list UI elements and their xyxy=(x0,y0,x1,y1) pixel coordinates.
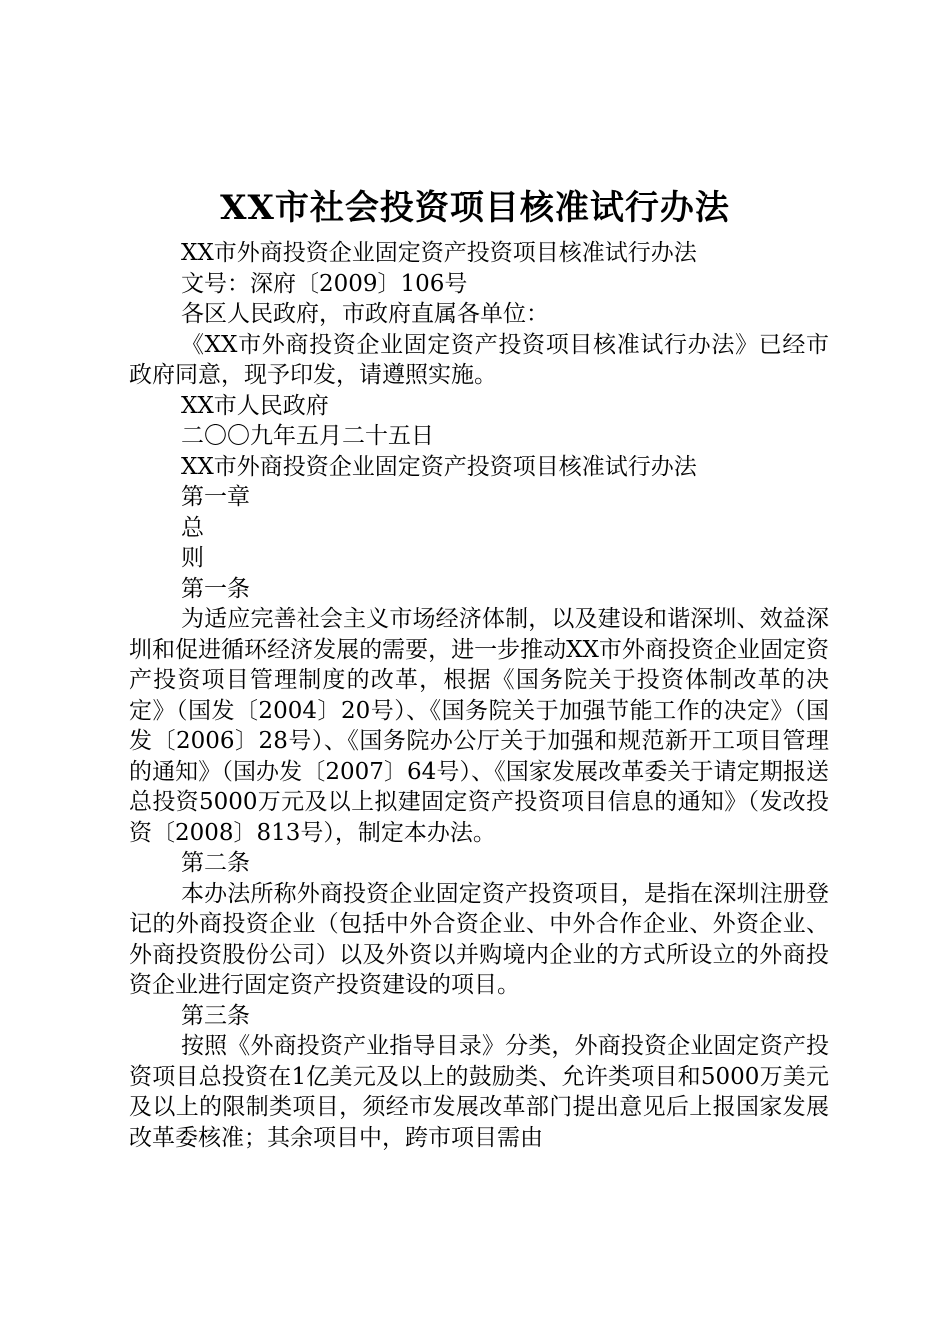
article-3-text: 按照《外商投资产业指导目录》分类，外商投资企业固定资产投资项目总投资在1亿美元及以上的鼓励类、允许类项目和5000万美元及以上的限制类项目，须经市发展改革部门提出意见后上报国家发展改革委核准；其余项目中，跨市项目需由 xyxy=(129,1033,829,1151)
chapter-heading: 第一章 xyxy=(181,484,250,510)
paragraph-subtitle: XX市外商投资企业固定资产投资项目核准试行办法 xyxy=(181,240,697,266)
paragraph-recipients: 各区人民政府，市政府直属各单位： xyxy=(181,301,549,327)
paragraph-measure-title: XX市外商投资企业固定资产投资项目核准试行办法 xyxy=(181,453,697,480)
article-1-heading: 第一条 xyxy=(181,575,250,602)
chapter-title-part-1: 总 xyxy=(181,514,204,541)
paragraph-notice: 《XX市外商投资企业固定资产投资项目核准试行办法》已经市政府同意，现予印发，请遵照实施。 xyxy=(129,331,829,388)
chapter-title-part-2: 则 xyxy=(181,545,204,571)
article-3-heading: 第三条 xyxy=(181,1002,250,1029)
paragraph-date: 二〇〇九年五月二十五日 xyxy=(181,423,434,449)
paragraph-issuer: XX市人民政府 xyxy=(181,392,329,419)
article-2-heading: 第二条 xyxy=(181,850,250,876)
paragraph-document-number: 文号：深府〔2009〕106号 xyxy=(181,270,468,297)
article-1-text: 为适应完善社会主义市场经济体制，以及建设和谐深圳、效益深圳和促进循环经济发展的需要，进一步推动XX市外商投资企业固定资产投资项目管理制度的改革，根据《国务院关于投资体制改革的决定》（国发〔2004〕20号）、《国务院关于加强节能工作的决定》（国发〔2006〕28号）、《国务院办公厅关于加强和规范新开工项目管理的通知》（国办发〔2007〕64号）、《国家发展改革委关于请定期报送总投资5000万元及以上拟建固定资产投资项目信息的通知》（发改投资〔2008〕813号），制定本办法。 xyxy=(129,606,829,846)
document-body xyxy=(129,238,829,1153)
document-title: XX市社会投资项目核准试行办法 xyxy=(220,188,730,228)
article-2-text: 本办法所称外商投资企业固定资产投资项目，是指在深圳注册登记的外商投资企业（包括中外合资企业、中外合作企业、外资企业、外商投资股份公司）以及外资以并购境内企业的方式所设立的外商投资企业进行固定资产投资建设的项目。 xyxy=(129,880,829,998)
